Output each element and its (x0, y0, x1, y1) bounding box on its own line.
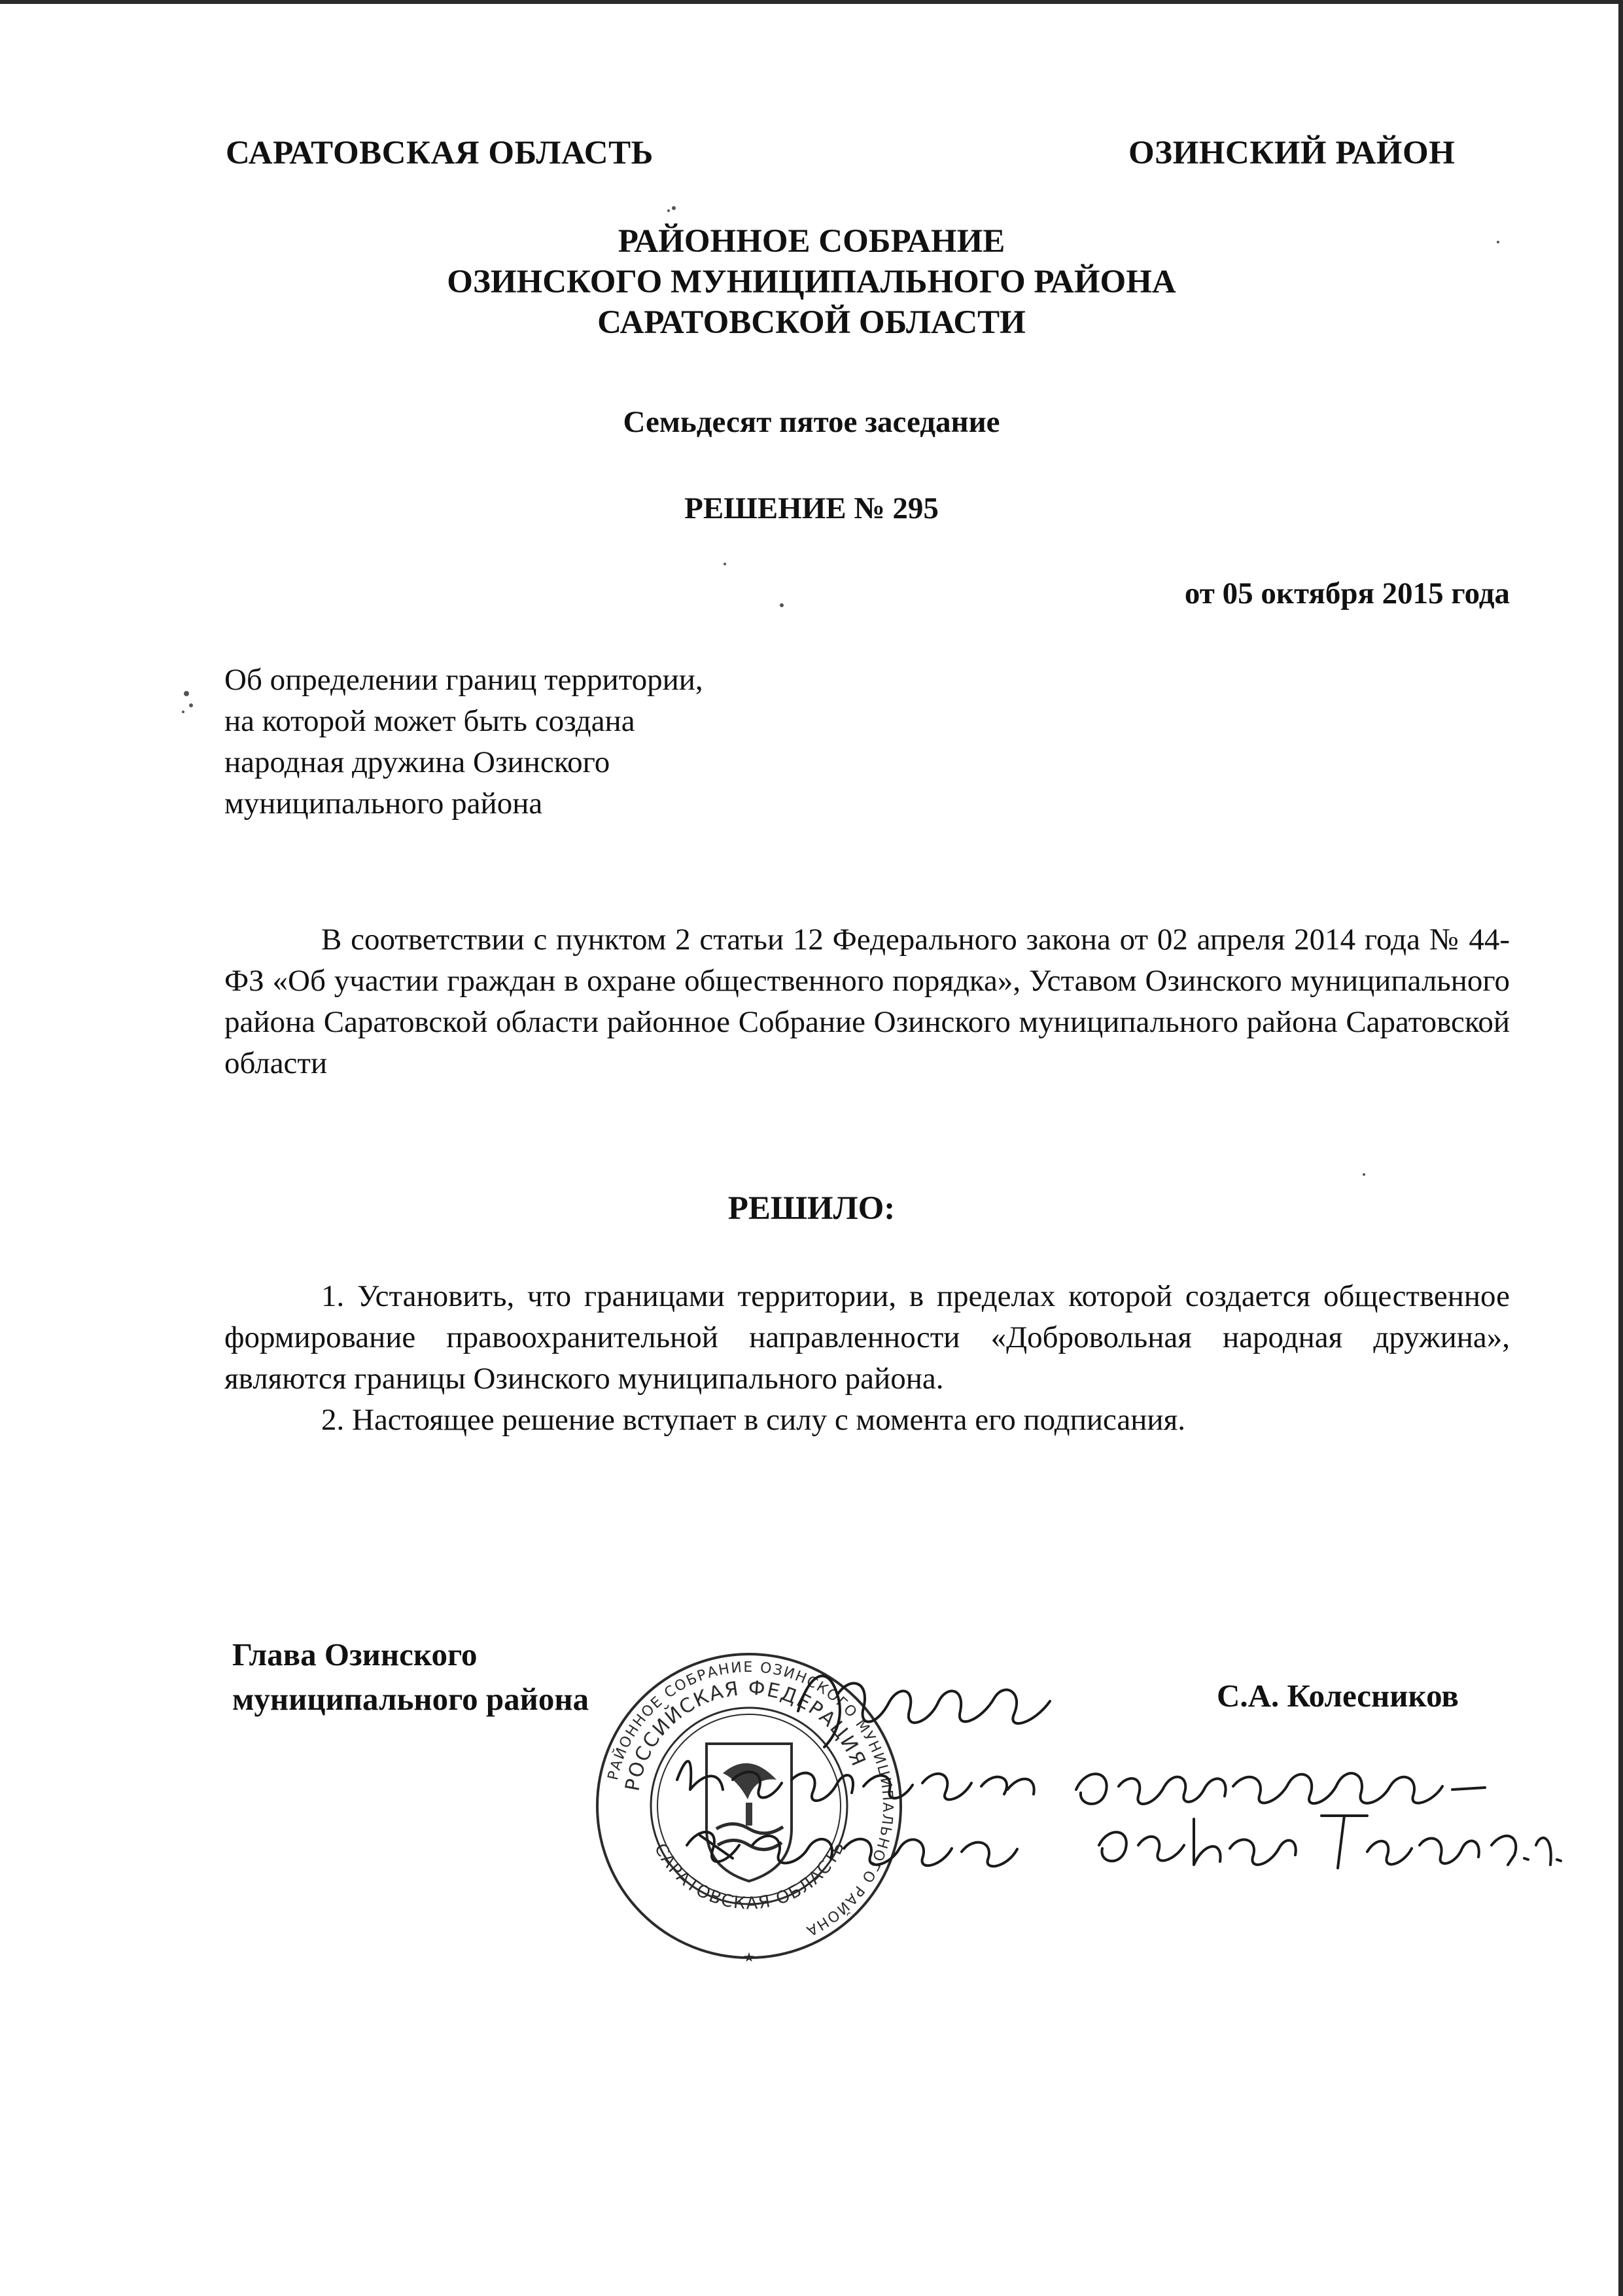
seal-star-icon: ★ (743, 1951, 755, 1965)
subject-line: муниципального района (224, 786, 543, 821)
scan-edge-right (1618, 0, 1623, 2296)
decision-subject (224, 660, 703, 824)
session-title: Семьдесят пятое заседание (623, 405, 1000, 439)
organization-name (0, 221, 1623, 343)
scan-edge-top (0, 0, 1623, 4)
organization-line-2: ОЗИНСКОГО МУНИЦИПАЛЬНОГО РАЙОНА (447, 264, 1176, 300)
subject-line: на которой может быть создана (224, 704, 635, 738)
subject-line: Об определении границ территории, (224, 663, 703, 697)
organization-line-1: РАЙОННОЕ СОБРАНИЕ (618, 223, 1005, 260)
signatory-title-line-2: муниципального района (232, 1681, 589, 1717)
seal-bottom-text-path: САРАТОВСКАЯ ОБЛАСТЬ (650, 1837, 850, 1914)
district-header: ОЗИНСКИЙ РАЙОН (1128, 135, 1456, 171)
seal-outer-text-path: РАЙОННОЕ СОБРАНИЕ ОЗИНСКОГО МУНИЦИПАЛЬНОГО РАЙОНА (604, 1659, 896, 1939)
preamble (224, 919, 1510, 1084)
decision-item-2: 2. Настоящее решение вступает в силу с момента его подписания. (321, 1403, 1185, 1437)
decision-title: РЕШЕНИЕ № 295 (684, 491, 939, 525)
region-header: САРАТОВСКАЯ ОБЛАСТЬ (226, 135, 654, 171)
signatory-name: С.А. Колесников (1217, 1678, 1459, 1714)
organization-line-3: САРАТОВСКОЙ ОБЛАСТИ (597, 304, 1026, 341)
decision-items (224, 1276, 1510, 1441)
resolved-heading: РЕШИЛО: (727, 1190, 896, 1227)
seal-top-text-path: РОССИЙСКАЯ ФЕДЕРАЦИЯ (621, 1676, 871, 1793)
signatory-title (232, 1633, 589, 1722)
signatory-title-line-1: Глава Озинского (232, 1636, 478, 1672)
decision-date: от 05 октября 2015 года (1184, 576, 1510, 610)
preamble-text: В соответствии с пунктом 2 статьи 12 Федерального закона от 02 апреля 2014 года № 44-ФЗ «Об участии граждан в охране общественного порядка», Уставом Озинского муниципального района Саратовской области районное Собрание Озинского муниципального района Саратовской области (224, 923, 1510, 1080)
subject-line: народная дружина Озинского (224, 745, 610, 779)
handwritten-signature-and-note (641, 1649, 1570, 1950)
decision-item-1: 1. Установить, что границами территории, в пределах которой создается общественное формирование правоохранительной направленности «Добровольная народная дружина», являются границы Озинского муниципального района. (224, 1279, 1510, 1396)
